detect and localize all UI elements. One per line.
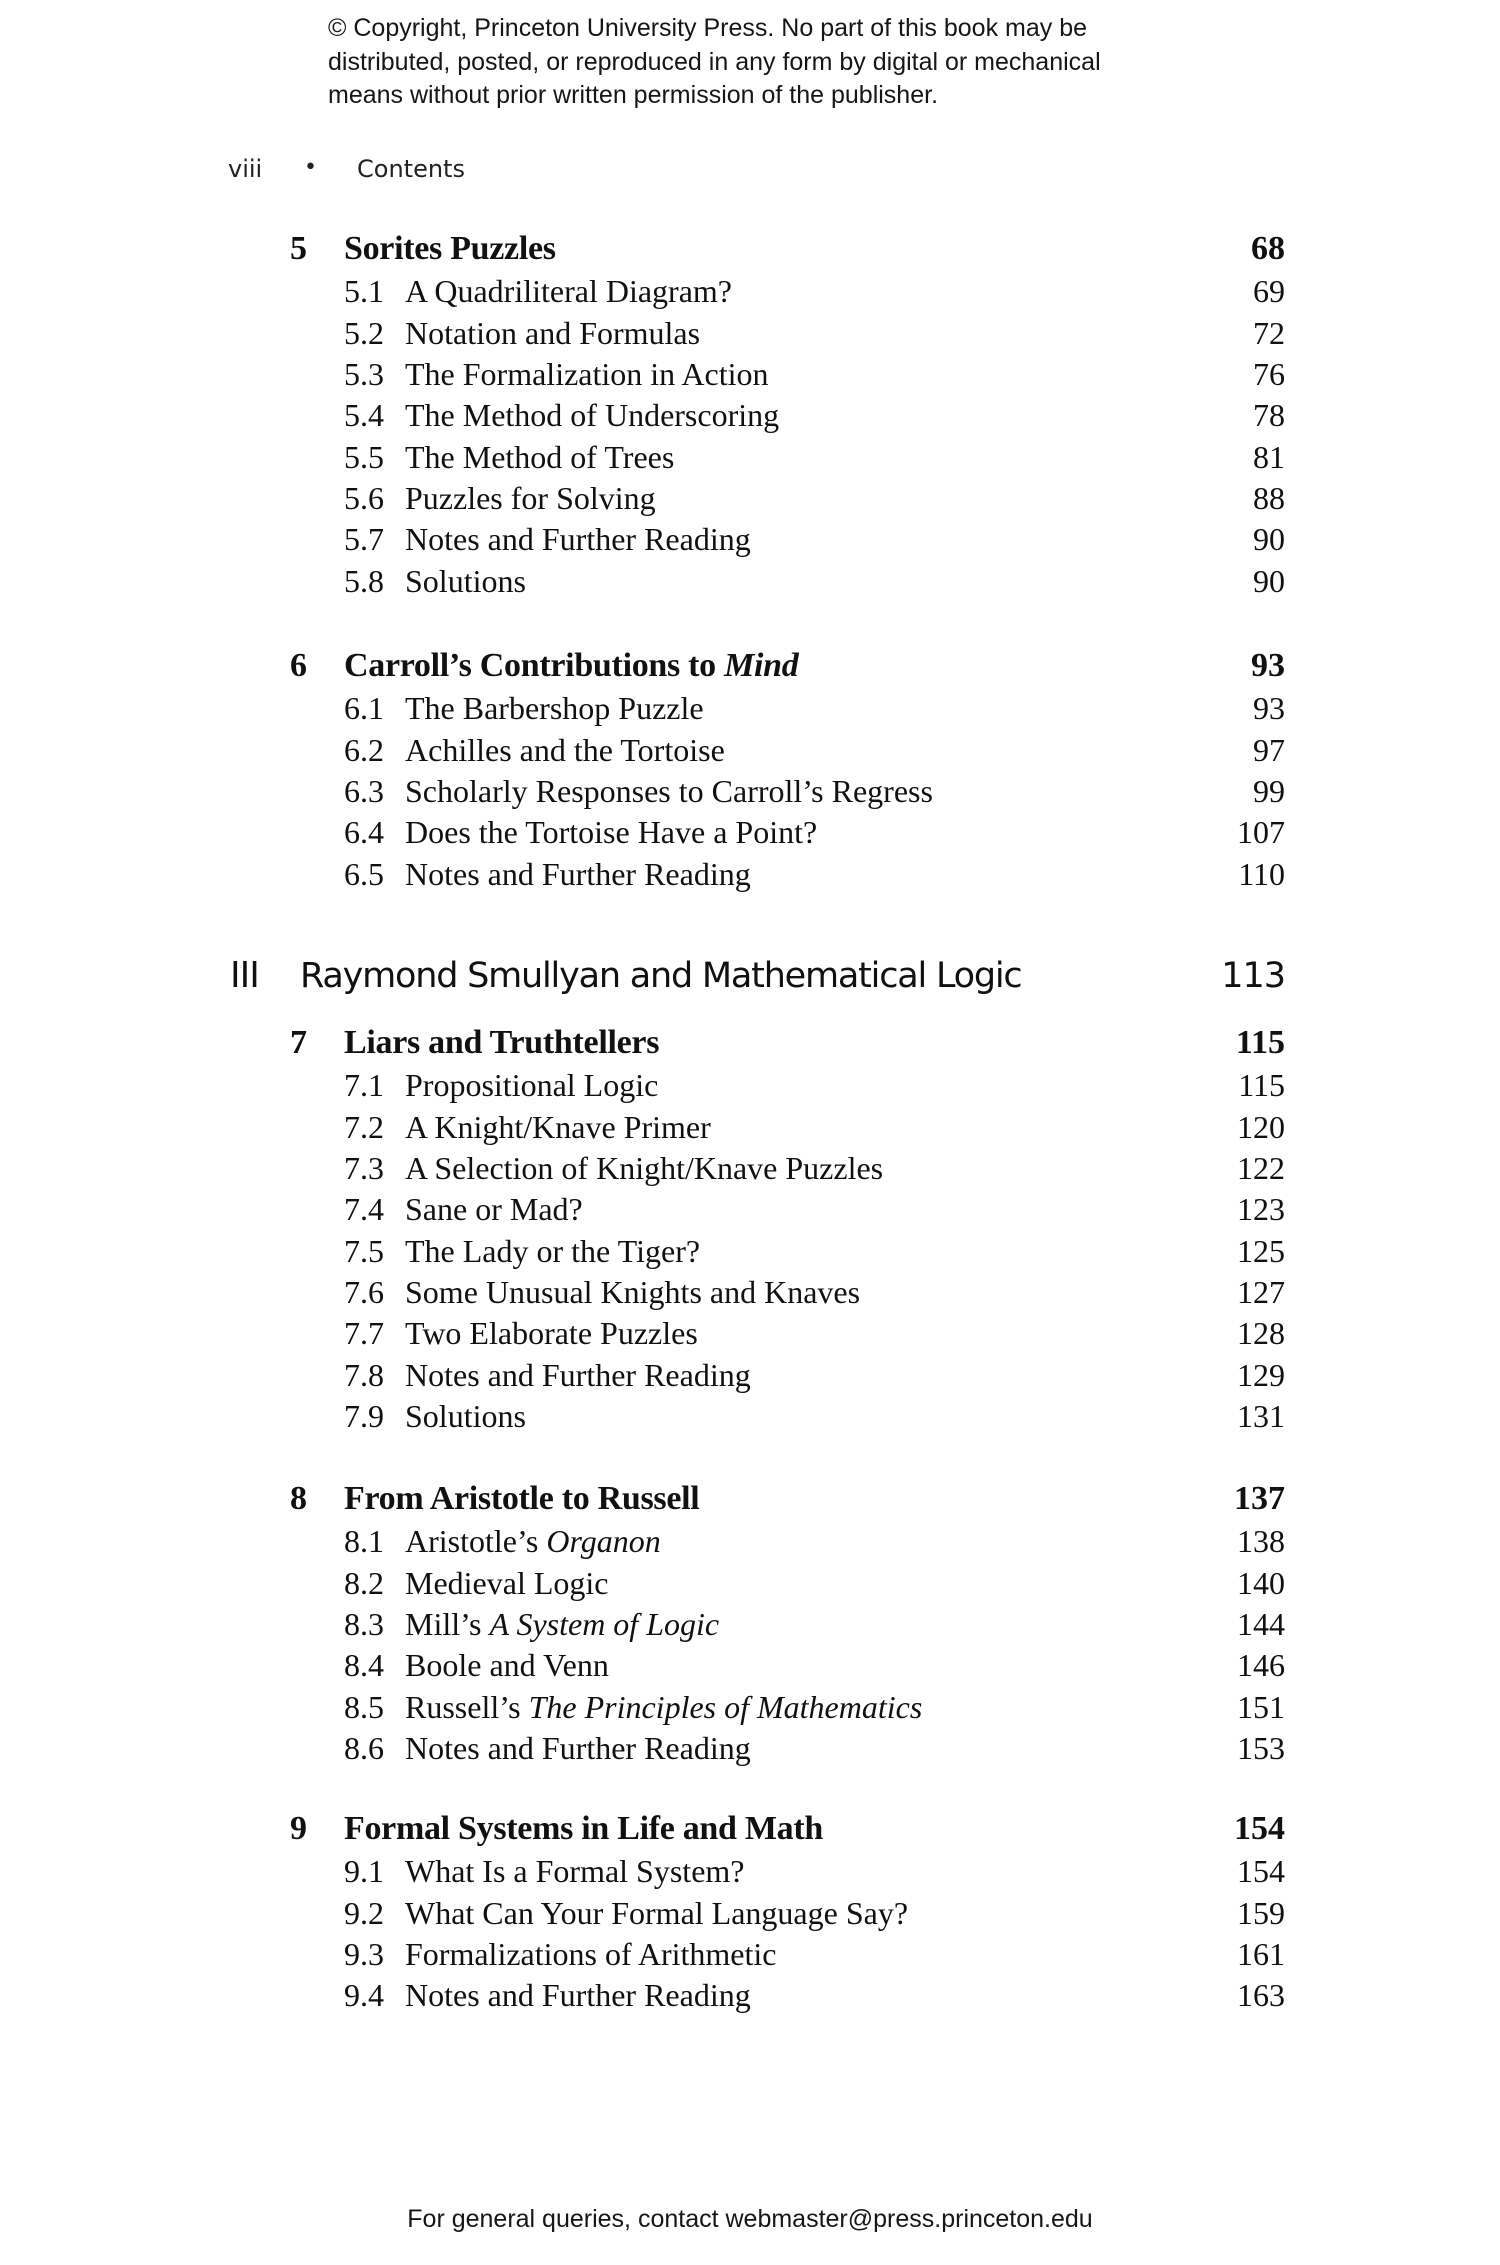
section-title: What Is a Formal System?	[405, 1853, 745, 1889]
footer-contact: For general queries, contact webmaster@press.princeton.edu	[407, 2205, 1093, 2233]
section-number: 8.2	[344, 1565, 384, 1601]
section-title: Two Elaborate Puzzles	[405, 1315, 698, 1351]
section-number: 7.9	[344, 1398, 384, 1434]
copyright-line: © Copyright, Princeton University Press. No part of this book may be	[328, 14, 1088, 42]
bullet-icon: •	[304, 155, 317, 180]
page-number: 72	[1253, 315, 1285, 351]
section-number: 8.5	[344, 1689, 384, 1725]
section-title: Sane or Mad?	[405, 1191, 583, 1227]
toc-section-8-2[interactable]	[0, 1558, 1500, 1599]
page-number: 131	[1237, 1398, 1285, 1434]
toc-section-7-4[interactable]	[0, 1184, 1500, 1225]
section-title: The Barbershop Puzzle	[405, 690, 704, 726]
toc-section-7-7[interactable]	[0, 1308, 1500, 1349]
section-title: Propositional Logic	[405, 1067, 659, 1103]
toc-section-5-3[interactable]	[0, 349, 1500, 390]
page-number: 153	[1237, 1730, 1285, 1766]
chapter-title: Liars and Truthtellers	[344, 1024, 660, 1061]
section-number: 7.1	[344, 1067, 384, 1103]
chapter-number: 5	[290, 230, 307, 267]
toc-chapter-9[interactable]	[0, 1805, 1500, 1846]
page-number: 161	[1237, 1936, 1285, 1972]
chapter-title: Sorites Puzzles	[344, 230, 556, 267]
section-number: 9.2	[344, 1895, 384, 1931]
toc-section-6-3[interactable]	[0, 766, 1500, 807]
page-number: 78	[1253, 397, 1285, 433]
section-title: A Knight/Knave Primer	[405, 1109, 711, 1145]
toc-section-9-2[interactable]	[0, 1888, 1500, 1929]
section-title: Formalizations of Arithmetic	[405, 1936, 777, 1972]
toc-section-5-4[interactable]	[0, 390, 1500, 431]
toc-section-7-1[interactable]	[0, 1060, 1500, 1101]
part-title: Raymond Smullyan and Mathematical Logic	[300, 956, 1022, 996]
section-title: Notes and Further Reading	[405, 856, 751, 892]
page-number: 93	[1253, 690, 1285, 726]
toc-section-7-8[interactable]	[0, 1350, 1500, 1391]
section-title: Medieval Logic	[405, 1565, 609, 1601]
section-title: The Formalization in Action	[405, 356, 769, 392]
section-title: Puzzles for Solving	[405, 480, 656, 516]
section-number: 7.2	[344, 1109, 384, 1145]
section-number: 8.4	[344, 1647, 384, 1683]
section-number: 5.3	[344, 356, 384, 392]
section-title: Notes and Further Reading	[405, 1977, 751, 2013]
page-number: 159	[1237, 1895, 1285, 1931]
page-number: 107	[1237, 814, 1285, 850]
toc-section-6-1[interactable]	[0, 683, 1500, 724]
page-number: 81	[1253, 439, 1285, 475]
toc-section-8-5[interactable]	[0, 1682, 1500, 1723]
page-number: 140	[1237, 1565, 1285, 1601]
section-title-italic: The Principles of Mathematics	[528, 1689, 923, 1725]
section-title: Notes and Further Reading	[405, 521, 751, 557]
section-number: 5.6	[344, 480, 384, 516]
page-number: 138	[1237, 1523, 1285, 1559]
section-number: 8.6	[344, 1730, 384, 1766]
page-number: 137	[1234, 1480, 1285, 1517]
toc-section-7-9[interactable]	[0, 1391, 1500, 1432]
page-number: 127	[1237, 1274, 1285, 1310]
chapter-title-italic: Mind	[724, 647, 799, 684]
section-title: What Can Your Formal Language Say?	[405, 1895, 909, 1931]
toc-section-8-6[interactable]	[0, 1723, 1500, 1764]
toc-section-5-1[interactable]	[0, 266, 1500, 307]
page-number: 68	[1251, 230, 1285, 267]
toc-section-8-1[interactable]	[0, 1516, 1500, 1557]
page-number: 122	[1237, 1150, 1285, 1186]
toc-chapter-6[interactable]	[0, 642, 1500, 683]
chapter-number: 7	[290, 1024, 307, 1061]
part-number: III	[230, 955, 259, 996]
page-number: 128	[1237, 1315, 1285, 1351]
running-head-title: Contents	[357, 155, 465, 183]
toc-chapter-7[interactable]	[0, 1019, 1500, 1060]
toc-section-5-2[interactable]	[0, 308, 1500, 349]
page-number: 129	[1237, 1357, 1285, 1393]
toc-section-8-3[interactable]	[0, 1599, 1500, 1640]
section-title-text: Russell’s	[405, 1689, 529, 1725]
toc-section-7-3[interactable]	[0, 1143, 1500, 1184]
section-number: 6.2	[344, 732, 384, 768]
section-title-italic: Organon	[546, 1523, 661, 1559]
page-number: 123	[1237, 1191, 1285, 1227]
section-number: 5.5	[344, 439, 384, 475]
section-title: Notation and Formulas	[405, 315, 701, 351]
page-number: 163	[1237, 1977, 1285, 2013]
page-number: 115	[1238, 1067, 1285, 1103]
section-title: A Quadriliteral Diagram?	[405, 273, 732, 309]
section-title: Boole and Venn	[405, 1647, 609, 1683]
section-title-text: Aristotle’s	[405, 1523, 547, 1559]
page-number: 154	[1234, 1810, 1285, 1847]
section-title	[405, 1525, 661, 1557]
section-title: Notes and Further Reading	[405, 1730, 751, 1766]
section-number: 7.4	[344, 1191, 384, 1227]
section-title: A Selection of Knight/Knave Puzzles	[405, 1150, 884, 1186]
section-number: 6.1	[344, 690, 384, 726]
section-number: 7.3	[344, 1150, 384, 1186]
page-number: 76	[1253, 356, 1285, 392]
section-number: 7.6	[344, 1274, 384, 1310]
toc-part-3[interactable]	[0, 950, 1500, 994]
page-number: 144	[1237, 1606, 1285, 1642]
page-number: 90	[1253, 563, 1285, 599]
section-title-italic: A System of Logic	[489, 1606, 720, 1642]
section-number: 8.3	[344, 1606, 384, 1642]
page-number: 113	[1221, 956, 1285, 996]
section-title: Achilles and the Tortoise	[405, 732, 725, 768]
chapter-title	[344, 649, 798, 683]
copyright-line: means without prior written permission of the publisher.	[328, 81, 939, 109]
section-number: 6.4	[344, 814, 384, 850]
chapter-number: 8	[290, 1480, 307, 1517]
chapter-number: 6	[290, 647, 307, 684]
page-number: 151	[1237, 1689, 1285, 1725]
section-title: Some Unusual Knights and Knaves	[405, 1274, 861, 1310]
section-title: Solutions	[405, 563, 526, 599]
section-title: Does the Tortoise Have a Point?	[405, 814, 818, 850]
section-number: 9.3	[344, 1936, 384, 1972]
page-folio: viii	[228, 155, 263, 183]
section-number: 5.7	[344, 521, 384, 557]
page-number: 110	[1238, 856, 1285, 892]
section-title: Notes and Further Reading	[405, 1357, 751, 1393]
toc-section-7-5[interactable]	[0, 1226, 1500, 1267]
chapter-number: 9	[290, 1810, 307, 1847]
toc-section-8-4[interactable]	[0, 1640, 1500, 1681]
toc-section-5-6[interactable]	[0, 473, 1500, 514]
section-number: 7.5	[344, 1233, 384, 1269]
copyright-notice	[328, 12, 1228, 113]
toc-section-5-7[interactable]	[0, 514, 1500, 555]
section-title-text: Mill’s	[405, 1606, 490, 1642]
toc-section-5-5[interactable]	[0, 432, 1500, 473]
chapter-title: Formal Systems in Life and Math	[344, 1810, 823, 1847]
toc-section-6-2[interactable]	[0, 725, 1500, 766]
page-number: 99	[1253, 773, 1285, 809]
page-number: 69	[1253, 273, 1285, 309]
page-number: 120	[1237, 1109, 1285, 1145]
section-title: The Method of Underscoring	[405, 397, 780, 433]
page-number: 88	[1253, 480, 1285, 516]
section-number: 6.5	[344, 856, 384, 892]
section-title	[405, 1691, 922, 1723]
toc-section-9-1[interactable]	[0, 1846, 1500, 1887]
chapter-title: From Aristotle to Russell	[344, 1480, 700, 1517]
section-number: 6.3	[344, 773, 384, 809]
page-number: 90	[1253, 521, 1285, 557]
copyright-line: distributed, posted, or reproduced in any form by digital or mechanical	[328, 47, 1101, 76]
toc-section-6-4[interactable]	[0, 807, 1500, 848]
section-title: Scholarly Responses to Carroll’s Regress	[405, 773, 933, 809]
page-number: 93	[1251, 647, 1285, 684]
section-number: 8.1	[344, 1523, 384, 1559]
section-title: Solutions	[405, 1398, 526, 1434]
section-title	[405, 1608, 719, 1640]
section-number: 5.4	[344, 397, 384, 433]
section-number: 9.4	[344, 1977, 384, 2013]
section-title: The Lady or the Tiger?	[405, 1233, 701, 1269]
toc-section-9-3[interactable]	[0, 1929, 1500, 1970]
section-number: 5.2	[344, 315, 384, 351]
section-number: 5.1	[344, 273, 384, 309]
toc-section-7-2[interactable]	[0, 1102, 1500, 1143]
toc-section-5-8[interactable]	[0, 556, 1500, 597]
page-number: 125	[1237, 1233, 1285, 1269]
page-number: 146	[1237, 1647, 1285, 1683]
toc-chapter-8[interactable]	[0, 1475, 1500, 1516]
toc-chapter-5[interactable]	[0, 225, 1500, 266]
toc-section-9-4[interactable]	[0, 1970, 1500, 2011]
page-number: 154	[1237, 1853, 1285, 1889]
page-number: 97	[1253, 732, 1285, 768]
section-number: 5.8	[344, 563, 384, 599]
chapter-title-text: Carroll’s Contributions to	[344, 647, 725, 684]
section-number: 7.8	[344, 1357, 384, 1393]
page-number: 115	[1235, 1024, 1285, 1061]
toc-section-6-5[interactable]	[0, 849, 1500, 890]
section-number: 9.1	[344, 1853, 384, 1889]
section-number: 7.7	[344, 1315, 384, 1351]
toc-section-7-6[interactable]	[0, 1267, 1500, 1308]
section-title: The Method of Trees	[405, 439, 675, 475]
